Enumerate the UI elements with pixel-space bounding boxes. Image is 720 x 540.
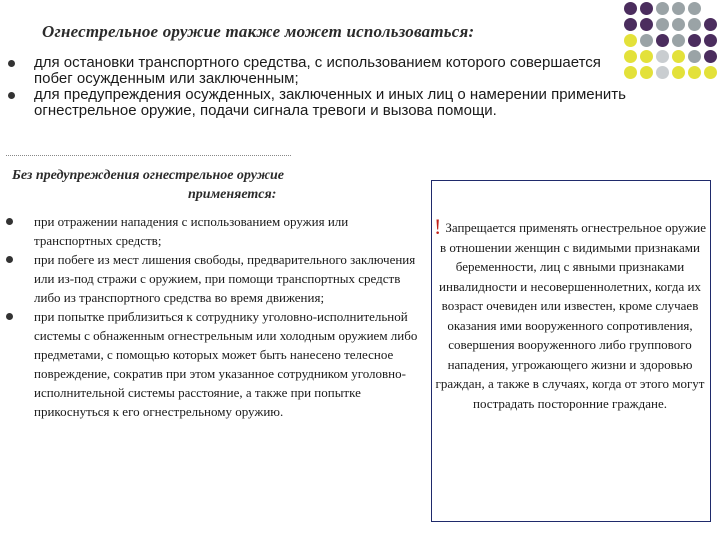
decorative-dot [704,50,717,63]
section-divider [6,155,291,156]
bullet-icon [8,92,15,99]
bullet-icon [6,218,13,225]
list-item [6,307,418,421]
decorative-dot [672,50,685,63]
prohibition-text: Запрещается применять огнестрельное оружие в отношении женщин с видимыми признаками беременности, лиц с явными признаками инвалидности и несовершеннолетних, когда их возраст очевиден или известен, кроме случаев оказания ими вооруженного сопротивления, совершения вооруженного либо группового нападения, угрожающего жизни и здоровью граждан, а также в случаях, когда от этого могут пострадать посторонние граждане. [435,220,706,411]
prohibition-text-block [432,214,708,413]
decorative-dot [624,18,637,31]
decorative-dot [672,66,685,79]
decorative-dot [624,34,637,47]
section-heading-line-2: применяется: [188,187,277,202]
list-item [8,55,628,87]
slide-title: Огнестрельное оружие также может использоваться: [42,22,475,41]
decorative-dot [704,18,717,31]
decorative-dot [656,18,669,31]
decorative-dot [704,34,717,47]
section-heading [12,166,392,204]
decorative-dot [656,50,669,63]
decorative-dot [640,66,653,79]
decorative-dot [656,2,669,15]
list-item-text: при попытке приблизиться к сотруднику уголовно-исполнительной системы с обнаженным огнестрельным или холодным оружием либо предметами, с помощью которых может быть нанесено телесное повреждение, сократив при этом указанное сотрудником уголовно-исполнительной системы расстояние, а также при попытке прикоснуться к его огнестрельному оружию. [34,309,418,419]
exclamation-icon: ! [434,214,442,239]
bullet-icon [8,60,15,67]
list-item [6,212,418,250]
bullet-icon [6,256,13,263]
bullet-icon [6,313,13,320]
top-bullet-list [8,55,628,119]
decorative-dot [640,18,653,31]
decorative-dot [688,34,701,47]
decorative-dot [640,2,653,15]
decorative-dot [656,66,669,79]
list-item-text: при отражении нападения с использованием оружия или транспортных средств; [34,214,349,248]
decorative-dot [688,18,701,31]
decorative-dot [656,34,669,47]
decorative-dot-grid [624,2,720,82]
decorative-dot [640,34,653,47]
decorative-dot [688,50,701,63]
decorative-dot [624,2,637,15]
section-heading-line-1: Без предупреждения огнестрельное оружие [12,168,284,183]
list-item-text: для остановки транспортного средства, с использованием которого совершается побег осужденным или заключенным; [34,54,601,87]
decorative-dot [704,2,717,15]
decorative-dot [672,34,685,47]
list-item-text: при побеге из мест лишения свободы, предварительного заключения или из-под стражи с оружием, при помощи транспортных средств либо из транспортного средства во время движения; [34,252,416,305]
decorative-dot [688,2,701,15]
decorative-dot [672,2,685,15]
decorative-dot [688,66,701,79]
decorative-dot [640,50,653,63]
decorative-dot [704,66,717,79]
list-item-text: для предупреждения осужденных, заключенных и иных лиц о намерении применить огнестрельное оружие, подачи сигнала тревоги и вызова помощи. [34,86,626,119]
no-warning-bullet-list [6,212,418,421]
decorative-dot [672,18,685,31]
list-item [8,87,628,119]
list-item [6,250,418,307]
